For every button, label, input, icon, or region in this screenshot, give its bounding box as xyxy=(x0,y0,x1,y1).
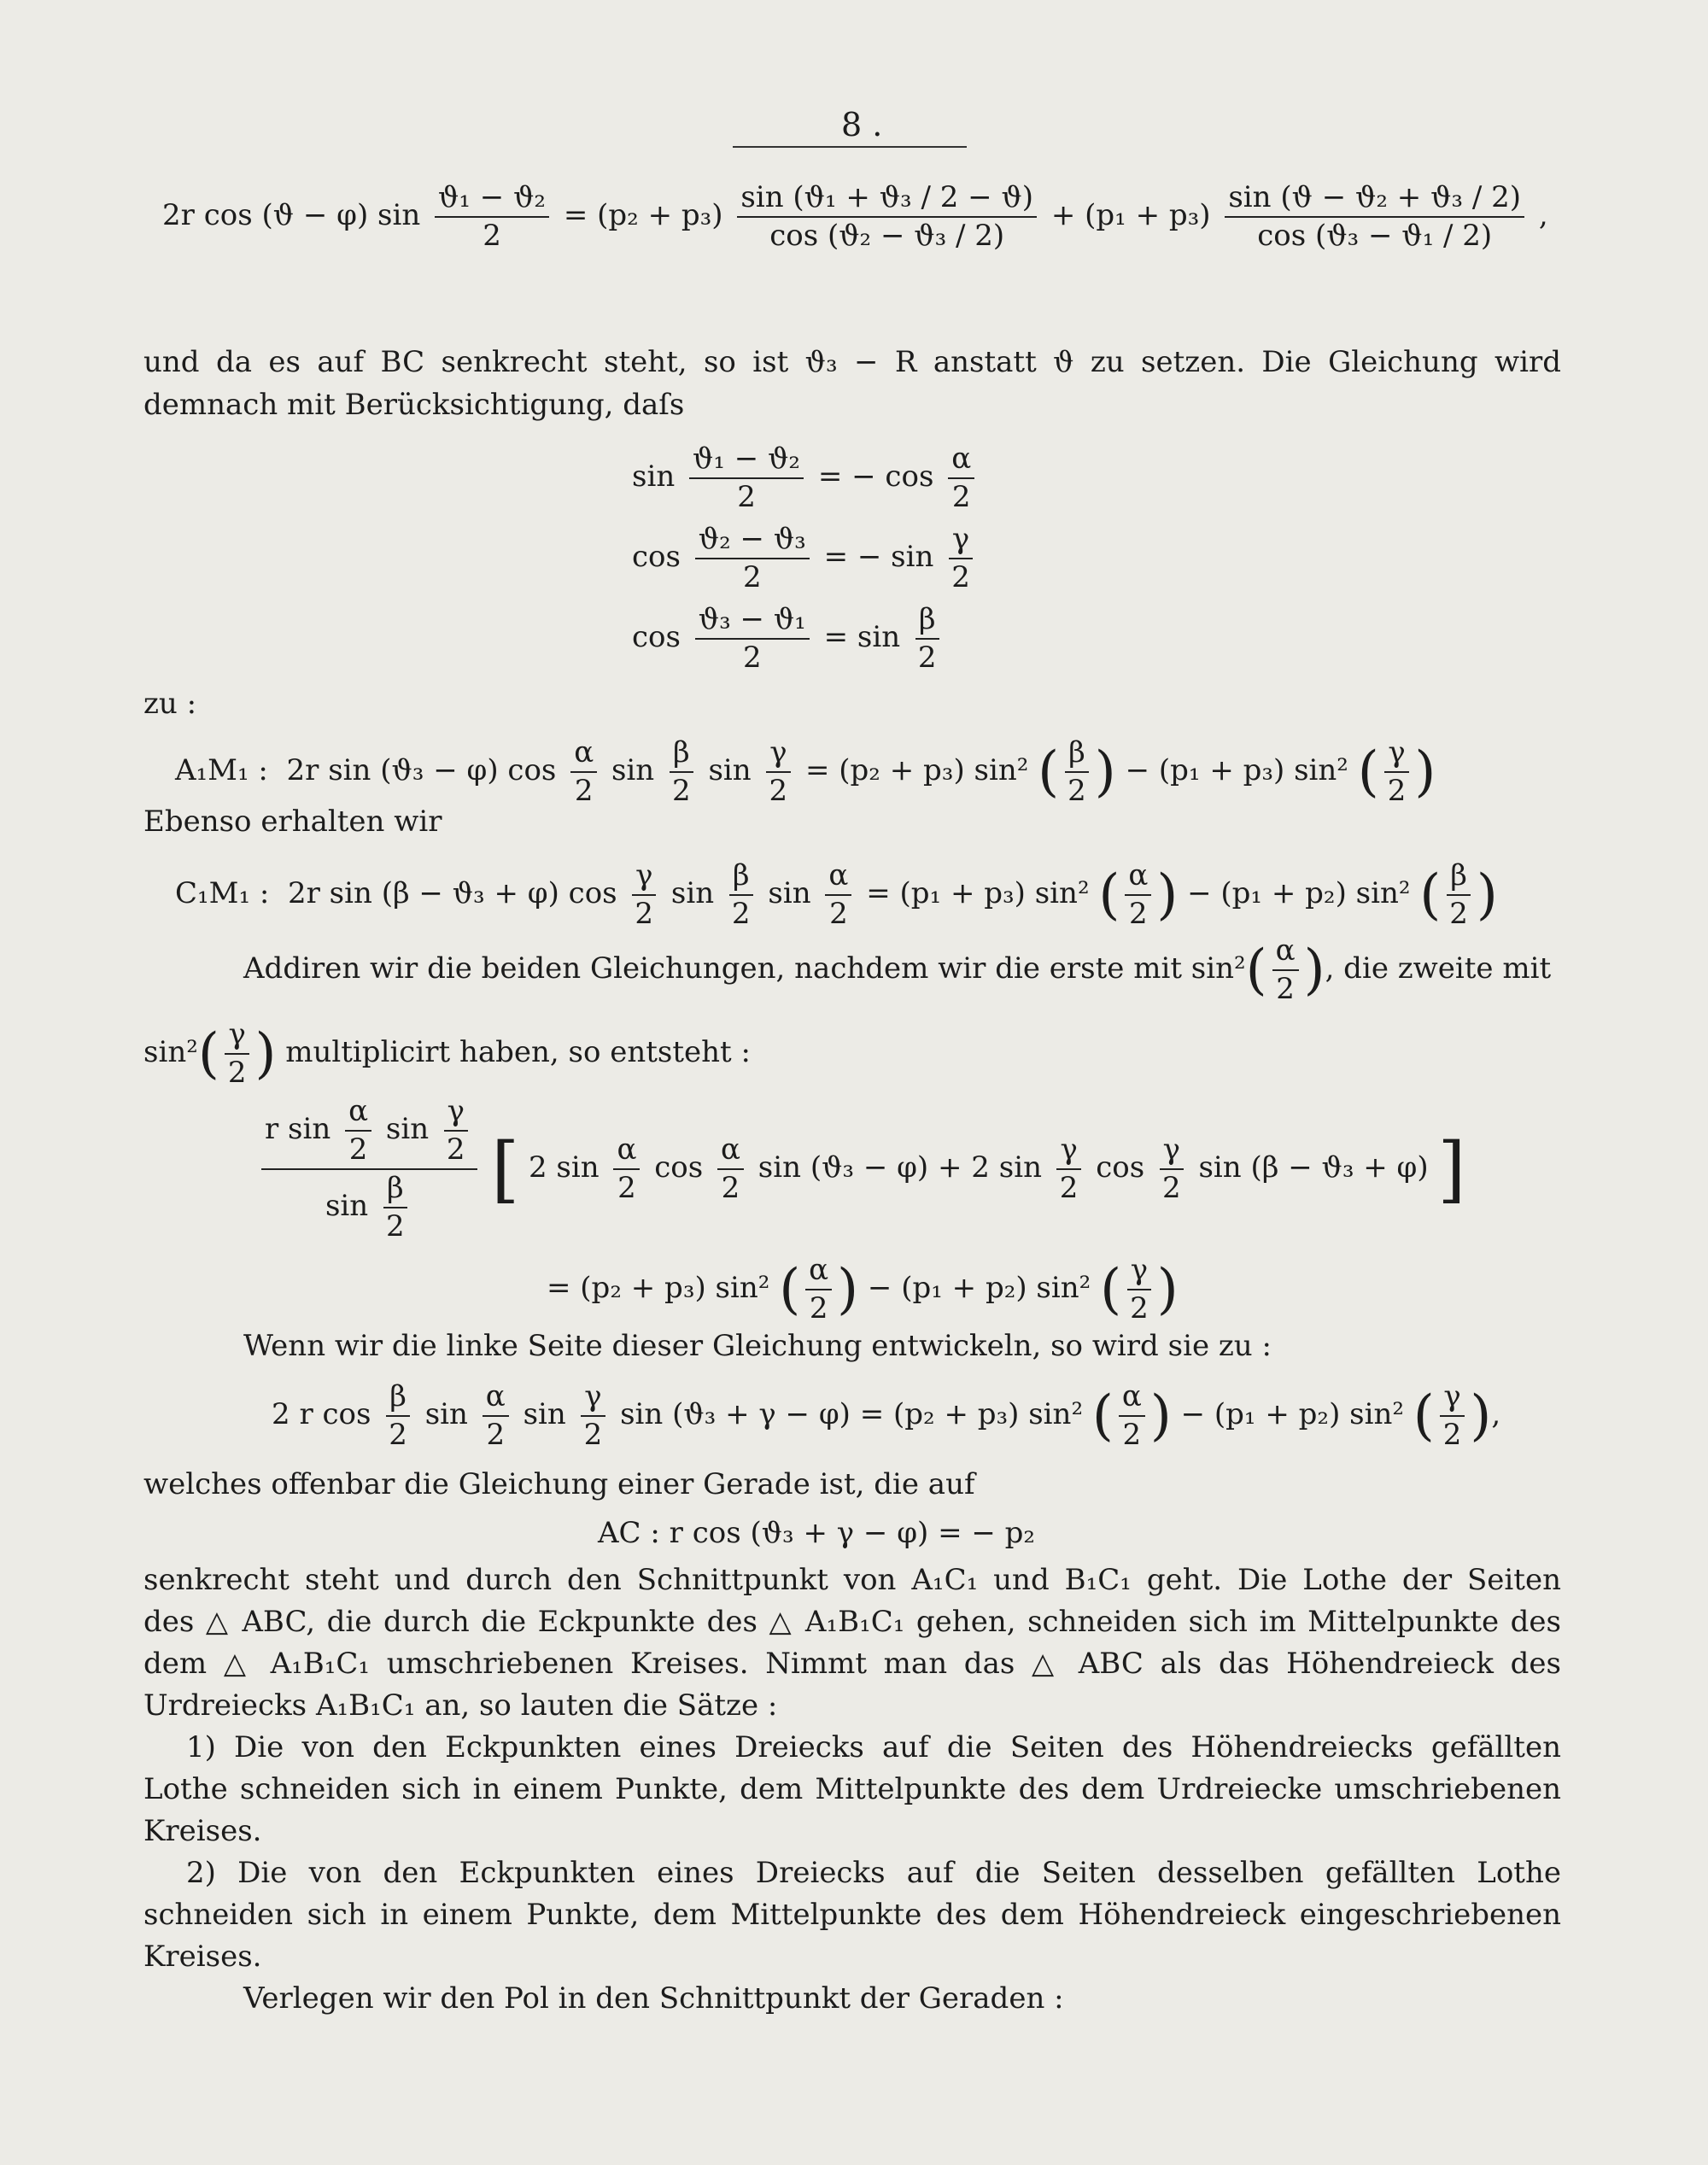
a1m1-t3: sin xyxy=(708,753,752,788)
big-rhs-paren2-open: ( xyxy=(1100,1258,1122,1322)
big-rhs-f2n: γ xyxy=(1127,1254,1151,1290)
c1m1-f4 xyxy=(1125,859,1151,931)
big-equation xyxy=(256,1095,1465,1243)
big-prefactor-den xyxy=(322,1170,417,1243)
big-prefactor-num xyxy=(261,1095,477,1170)
big-pn3 xyxy=(383,1172,408,1243)
a1m1-paren2-open: ( xyxy=(1357,740,1379,805)
dev-t1: 2 r cos xyxy=(272,1397,371,1432)
eq1-term2 xyxy=(1225,181,1524,253)
relation-1-num: ϑ₁ − ϑ₂ xyxy=(689,442,804,479)
big-pn1-d: 2 xyxy=(348,1132,368,1167)
satz1-line-3: Kreises. xyxy=(143,1814,262,1848)
c1m1-paren-close: ) xyxy=(1156,863,1179,927)
relation-1 xyxy=(632,442,980,514)
a1m1-f5d: 2 xyxy=(1387,774,1407,809)
satz2-line-3: Kreises. xyxy=(143,1940,262,1974)
c1m1-t3: sin xyxy=(768,876,811,911)
addiren-paren-close: ) xyxy=(1303,939,1325,1003)
relation-3-rhs-fraction xyxy=(915,603,940,675)
c1m1-f1d: 2 xyxy=(635,897,654,932)
big-rhs-paren-close: ) xyxy=(837,1258,859,1322)
dev-f5 xyxy=(1440,1380,1465,1452)
wenn-line: Wenn wir die linke Seite dieser Gleichung entwickeln, so wird sie zu : xyxy=(243,1329,1272,1363)
eq1-eq: = (p₂ + p₃) xyxy=(563,198,723,233)
mult-paren-close: ) xyxy=(254,1022,277,1086)
equation-c1m1 xyxy=(175,859,1498,931)
relation-2-num: ϑ₂ − ϑ₃ xyxy=(695,523,810,559)
big-b5: sin (β − ϑ₃ + φ) xyxy=(1198,1150,1429,1185)
relation-3-rden: 2 xyxy=(917,641,937,676)
big-pn3-d: 2 xyxy=(385,1209,405,1244)
big-rhs-f2 xyxy=(1126,1254,1152,1325)
eq1-term1-den: cos (ϑ₂ − ϑ₃ / 2) xyxy=(769,219,1005,254)
addiren-line xyxy=(243,934,1551,1006)
satz2-line-2: schneiden sich in einem Punkte, dem Mittelpunkte des dem Höhendreieck eingeschriebenen xyxy=(143,1898,1561,1932)
c1m1-f4n: α xyxy=(1125,859,1151,896)
relation-2-den: 2 xyxy=(742,560,762,595)
dev-f3d: 2 xyxy=(583,1418,603,1453)
big-bf1 xyxy=(613,1133,640,1205)
dev-f3 xyxy=(581,1380,606,1452)
dev-f5d: 2 xyxy=(1442,1418,1462,1453)
c1m1-t1: 2r sin (β − ϑ₃ + φ) cos xyxy=(287,876,617,911)
a1m1-f3 xyxy=(766,736,792,808)
addiren-fn: α xyxy=(1272,934,1299,971)
big-pre-num-text2: sin xyxy=(385,1112,430,1147)
a1m1-f5 xyxy=(1384,736,1410,808)
big-bf2 xyxy=(717,1133,744,1205)
verlegen-line: Verlegen wir den Pol in den Schnittpunkt der Geraden : xyxy=(243,1981,1064,2016)
c1m1-f3 xyxy=(825,859,851,931)
dev-paren2-close: ) xyxy=(1470,1384,1492,1448)
big-rhs-t2: − (p₁ + p₂) sin² xyxy=(867,1271,1091,1306)
relation-3-fn: cos xyxy=(632,620,681,655)
satz1-line-2: Lothe schneiden sich in einem Punkte, dem Mittelpunkte des dem Urdreiecke umschriebenen xyxy=(143,1772,1561,1806)
dev-paren2-open: ( xyxy=(1413,1384,1435,1448)
developed-equation xyxy=(272,1380,1500,1452)
a1m1-paren2-close: ) xyxy=(1414,740,1436,805)
relation-2-fn: cos xyxy=(632,540,681,575)
big-pn2-d: 2 xyxy=(446,1132,465,1167)
dev-f1n: β xyxy=(386,1380,410,1417)
c1m1-f5 xyxy=(1446,859,1471,931)
c1m1-f2 xyxy=(728,859,754,931)
relation-3-rhs: = sin xyxy=(823,620,901,655)
a1m1-f3n: γ xyxy=(766,736,790,773)
a1m1-f1n: α xyxy=(570,736,597,773)
dev-f5n: γ xyxy=(1440,1380,1464,1417)
addiren-paren-open: ( xyxy=(1245,939,1267,1003)
relation-2-rhs-fraction xyxy=(948,523,974,594)
mult-sin2: sin² xyxy=(143,1035,198,1070)
big-b2: cos xyxy=(654,1150,704,1185)
dev-f3n: γ xyxy=(581,1380,605,1417)
relation-2-rden: 2 xyxy=(951,560,970,595)
a1m1-t1: 2r sin (ϑ₃ − φ) cos xyxy=(286,753,557,788)
dev-t4: sin (ϑ₃ + γ − φ) = (p₂ + p₃) sin² xyxy=(620,1397,1084,1432)
a1m1-f5n: γ xyxy=(1384,736,1408,773)
dev-end: , xyxy=(1491,1397,1501,1432)
c1m1-f2n: β xyxy=(729,859,753,896)
relation-1-fraction xyxy=(689,442,804,514)
eq1-lhs-den: 2 xyxy=(483,219,501,254)
big-bf4d: 2 xyxy=(1162,1171,1181,1206)
senk-line-3: dem △ A₁B₁C₁ umschriebenen Kreises. Nimmt man das △ ABC als das Höhendreieck des xyxy=(143,1647,1561,1681)
big-rhs-paren2-close: ) xyxy=(1156,1258,1179,1322)
c1m1-f3n: α xyxy=(825,859,851,896)
big-b3: sin (ϑ₃ − φ) + 2 sin xyxy=(757,1150,1042,1185)
big-pn1-n: α xyxy=(345,1095,371,1132)
eq1-lhs: 2r cos (ϑ − φ) sin xyxy=(162,198,421,233)
a1m1-f4d: 2 xyxy=(1068,774,1086,809)
dev-t2: sin xyxy=(424,1397,468,1432)
a1m1-f1d: 2 xyxy=(574,774,594,809)
addiren-fraction xyxy=(1272,934,1299,1006)
dev-f2d: 2 xyxy=(486,1418,506,1453)
mult-fd: 2 xyxy=(227,1056,247,1091)
big-pn1 xyxy=(345,1095,371,1167)
relation-2-rhs: = − sin xyxy=(823,540,934,575)
mult-fn: γ xyxy=(225,1018,249,1055)
addiren-text: Addiren wir die beiden Gleichungen, nachdem wir die erste mit sin² xyxy=(243,951,1246,986)
big-rhs-t1: = (p₂ + p₃) sin² xyxy=(547,1271,770,1306)
eq1-term2-num: sin (ϑ − ϑ₂ + ϑ₃ / 2) xyxy=(1225,181,1524,218)
addiren-fd: 2 xyxy=(1276,972,1295,1007)
big-bf2d: 2 xyxy=(721,1171,740,1206)
satz1-line-1: 1) Die von den Eckpunkten eines Dreiecks auf die Seiten des Höhendreiecks gefällten xyxy=(186,1730,1561,1764)
big-bf3 xyxy=(1056,1133,1082,1205)
dev-paren-close: ) xyxy=(1149,1384,1172,1448)
eq1-lhs-fraction xyxy=(435,181,549,253)
c1m1-f1 xyxy=(631,859,657,931)
big-rhs-paren-open: ( xyxy=(779,1258,801,1322)
satz2-line-1: 2) Die von den Eckpunkten eines Dreiecks auf die Seiten desselben gefällten Lothe xyxy=(186,1856,1561,1890)
c1m1-f1n: γ xyxy=(632,859,656,896)
big-prefactor xyxy=(261,1095,477,1243)
big-equation-rhs xyxy=(547,1254,1179,1325)
relation-3-fraction xyxy=(695,603,810,675)
relation-3 xyxy=(632,603,945,675)
big-bracket-close: ] xyxy=(1437,1127,1466,1212)
dev-f4 xyxy=(1119,1380,1145,1452)
c1m1-label: C₁M₁ : xyxy=(175,876,270,911)
relation-3-num: ϑ₃ − ϑ₁ xyxy=(695,603,810,640)
ebenso-line: Ebenso erhalten wir xyxy=(143,805,442,839)
welches-line: welches offenbar die Gleichung einer Gerade ist, die auf xyxy=(143,1467,975,1501)
dev-f2 xyxy=(483,1380,509,1452)
paragraph-2: demnach mit Berücksichtigung, daſs xyxy=(143,388,685,422)
a1m1-f2d: 2 xyxy=(672,774,691,809)
big-rhs-f1n: α xyxy=(805,1254,832,1290)
c1m1-f2d: 2 xyxy=(731,897,751,932)
dev-f2n: α xyxy=(483,1380,509,1417)
dev-t3: sin xyxy=(523,1397,566,1432)
a1m1-f1 xyxy=(570,736,597,808)
mult-line xyxy=(143,1018,751,1090)
big-pn3-n: β xyxy=(383,1172,407,1208)
senk-line-1: senkrecht steht und durch den Schnittpunkt von A₁C₁ und B₁C₁ geht. Die Lothe der Seiten xyxy=(143,1563,1561,1597)
relation-2 xyxy=(632,523,979,594)
a1m1-t2: sin xyxy=(611,753,655,788)
a1m1-t5: − (p₁ + p₃) sin² xyxy=(1125,753,1348,788)
a1m1-f2n: β xyxy=(670,736,693,773)
big-bf2n: α xyxy=(717,1133,744,1170)
dev-f1d: 2 xyxy=(389,1418,407,1453)
c1m1-paren2-close: ) xyxy=(1476,863,1498,927)
eq1-term1-num: sin (ϑ₁ + ϑ₃ / 2 − ϑ) xyxy=(737,181,1037,218)
c1m1-f5n: β xyxy=(1447,859,1471,896)
c1m1-t2: sin xyxy=(670,876,715,911)
a1m1-f2 xyxy=(669,736,694,808)
relation-2-fraction xyxy=(695,523,810,594)
page-number: 8 . xyxy=(841,106,883,143)
ac-equation: AC : r cos (ϑ₃ + γ − φ) = − p₂ xyxy=(598,1516,1036,1550)
big-pre-den-text: sin xyxy=(325,1189,369,1224)
dev-f4n: α xyxy=(1119,1380,1145,1417)
big-bracket-open: [ xyxy=(491,1127,520,1212)
mult-text: multiplicirt haben, so entsteht : xyxy=(285,1035,751,1070)
c1m1-paren-open: ( xyxy=(1098,863,1120,927)
paragraph-1: und da es auf BC senkrecht steht, so ist ϑ₃ − R anstatt ϑ zu setzen. Die Gleichung wird xyxy=(143,345,1561,379)
c1m1-f4d: 2 xyxy=(1129,897,1148,932)
a1m1-f4n: β xyxy=(1065,736,1089,773)
eq1-plus: + (p₁ + p₃) xyxy=(1050,198,1211,233)
big-rhs-f1 xyxy=(805,1254,832,1325)
senk-line-4: Urdreiecks A₁B₁C₁ an, so lauten die Sätze : xyxy=(143,1688,778,1723)
c1m1-paren2-open: ( xyxy=(1419,863,1442,927)
relation-2-rnum: γ xyxy=(949,523,973,559)
mult-paren-open: ( xyxy=(197,1022,219,1086)
addiren-text2: , die zweite mit xyxy=(1325,951,1552,986)
a1m1-paren-close: ) xyxy=(1094,740,1116,805)
relation-1-den: 2 xyxy=(737,480,756,515)
big-bf3d: 2 xyxy=(1059,1171,1079,1206)
a1m1-t4: = (p₂ + p₃) sin² xyxy=(804,753,1029,788)
big-b1: 2 sin xyxy=(528,1150,600,1185)
eq1-end: , xyxy=(1538,198,1548,233)
a1m1-f4 xyxy=(1064,736,1090,808)
dev-f1 xyxy=(385,1380,411,1452)
a1m1-f3d: 2 xyxy=(769,774,788,809)
big-rhs-f1d: 2 xyxy=(809,1291,828,1326)
zu-label: zu : xyxy=(143,687,197,721)
dev-f4d: 2 xyxy=(1122,1418,1142,1453)
equation-a1m1 xyxy=(175,736,1436,808)
big-pn2-n: γ xyxy=(444,1095,468,1132)
a1m1-paren-open: ( xyxy=(1038,740,1060,805)
big-rhs-f2d: 2 xyxy=(1130,1291,1149,1326)
relation-3-den: 2 xyxy=(742,641,762,676)
eq1-term2-den: cos (ϑ₃ − ϑ₁ / 2) xyxy=(1257,219,1493,254)
eq1-term1 xyxy=(737,181,1037,253)
relation-1-rden: 2 xyxy=(951,480,971,515)
c1m1-f5d: 2 xyxy=(1449,897,1468,932)
relation-1-rhs-fraction xyxy=(948,442,974,514)
relation-1-fn: sin xyxy=(632,459,676,494)
big-bf4 xyxy=(1159,1133,1184,1205)
c1m1-f3d: 2 xyxy=(829,897,848,932)
a1m1-label: A₁M₁ : xyxy=(175,753,268,788)
relation-1-rhs: = − cos xyxy=(817,459,934,494)
dev-paren-open: ( xyxy=(1091,1384,1114,1448)
dev-t5: − (p₁ + p₂) sin² xyxy=(1180,1397,1404,1432)
big-bf1n: α xyxy=(613,1133,640,1170)
big-pre-num-text: r sin xyxy=(265,1112,331,1147)
senk-line-2: des △ ABC, die durch die Eckpunkte des △ A₁B₁C₁ gehen, schneiden sich im Mittelpunkte des xyxy=(143,1605,1561,1639)
c1m1-t5: − (p₁ + p₂) sin² xyxy=(1187,876,1411,911)
big-pn2 xyxy=(443,1095,469,1167)
big-bf1d: 2 xyxy=(617,1171,636,1206)
relation-1-rnum: α xyxy=(948,442,974,479)
big-b4: cos xyxy=(1096,1150,1145,1185)
big-bf4n: γ xyxy=(1160,1133,1184,1170)
c1m1-t4: = (p₁ + p₃) sin² xyxy=(866,876,1090,911)
relation-3-rnum: β xyxy=(915,603,939,640)
equation-1 xyxy=(162,181,1548,253)
eq1-lhs-num: ϑ₁ − ϑ₂ xyxy=(435,181,549,218)
mult-fraction xyxy=(225,1018,250,1090)
header-rule xyxy=(733,146,967,148)
big-bf3n: γ xyxy=(1056,1133,1080,1170)
